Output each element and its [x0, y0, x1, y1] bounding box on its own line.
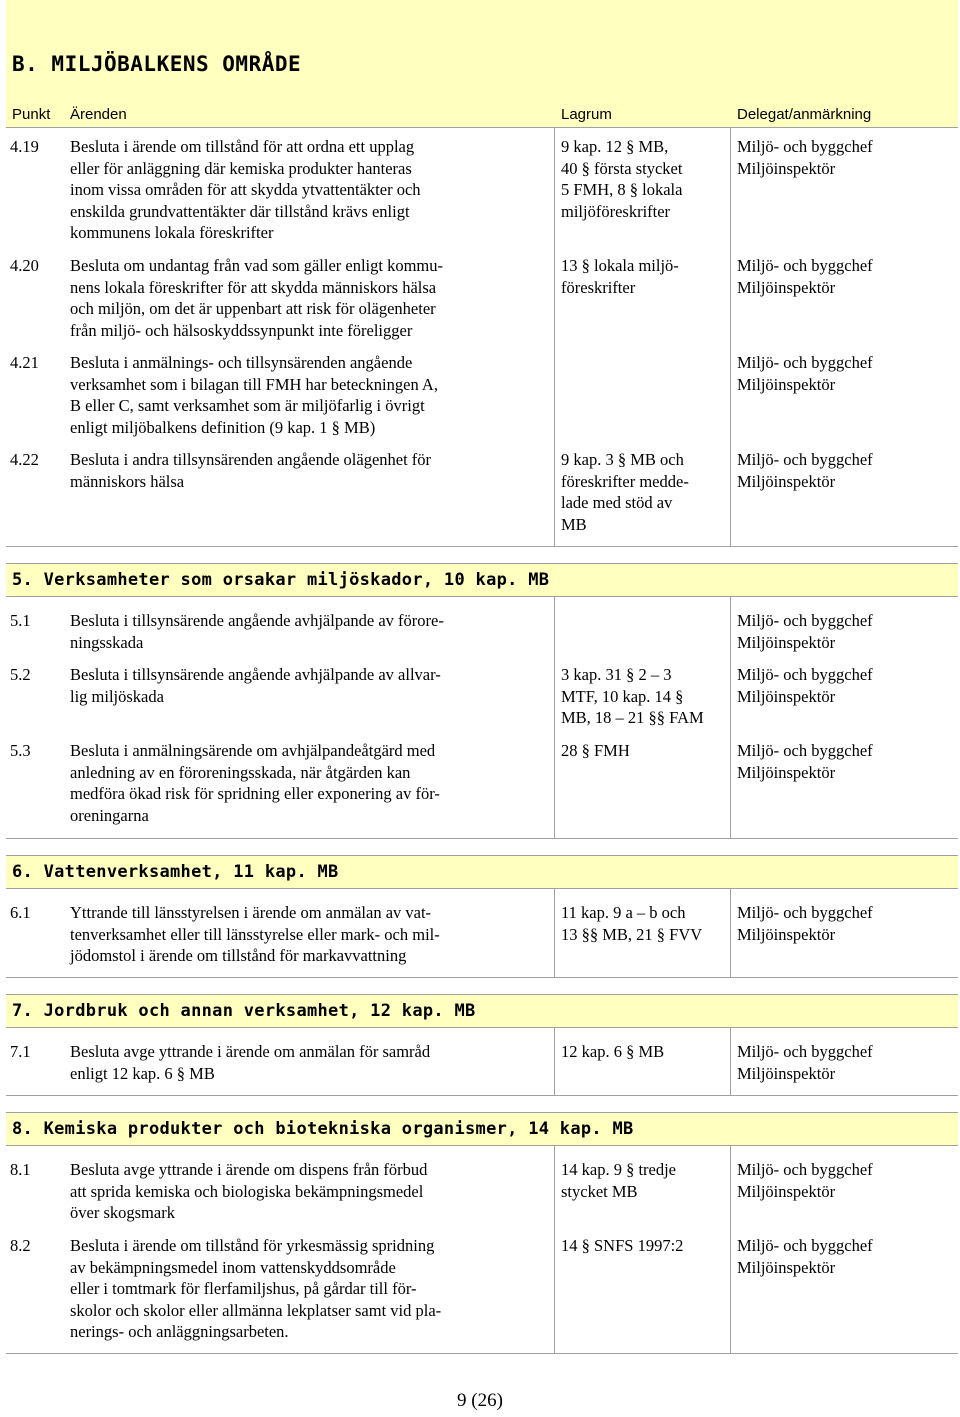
row-punkt: 5.3: [10, 741, 31, 760]
row-lagrum: 9 kap. 3 § MB och föreskrifter medde- lade med stöd av MB: [561, 450, 689, 534]
row-punkt: 4.20: [10, 256, 39, 275]
row-punkt: 8.1: [10, 1160, 31, 1179]
row-arende: Besluta avge yttrande i ärende om dispens från förbud att sprida kemiska och biologiska bekämpningsmedel över skogsmark: [70, 1160, 428, 1222]
row-lagrum: 12 kap. 6 § MB: [561, 1042, 665, 1061]
row-delegat: Miljö- och byggchef Miljöinspektör: [737, 353, 873, 394]
row-delegat: Miljö- och byggchef Miljöinspektör: [737, 1236, 873, 1277]
row-arende: Besluta i anmälningsärende om avhjälpandeåtgärd med anledning av en föroreningsskada, när åtgärden kan medföra ökad risk för spridning eller exponering av för- oreningarna: [70, 741, 440, 825]
row-delegat: Miljö- och byggchef Miljöinspektör: [737, 741, 873, 782]
header-band: [6, 0, 958, 128]
column-header-delegat: Delegat/anmärkning: [737, 106, 872, 123]
row-lagrum: 11 kap. 9 a – b och 13 §§ MB, 21 § FVV: [561, 903, 703, 944]
column-header-lagrum: Lagrum: [561, 106, 612, 123]
row-arende: Besluta i anmälnings- och tillsynsärenden angående verksamhet som i bilagan till FMH har beteckningen A, B eller C, samt verksamhet som är miljöfarlig i övrigt enligt miljöbalkens definition (9 kap. 1 § MB): [70, 353, 438, 437]
row-lagrum: 3 kap. 31 § 2 – 3 MTF, 10 kap. 14 § MB, 18 – 21 §§ FAM: [561, 665, 704, 727]
section-7-header: [6, 994, 958, 1028]
row-arende: Besluta i ärende om tillstånd för yrkesmässig spridning av bekämpningsmedel inom vattenskyddsområde eller i tomtmark för flerfamiljshus, på gårdar till för- skolor och skolor eller allmänna lekplatser samt vid pla- nerings- och anläggningsarbeten.: [70, 1236, 442, 1341]
row-delegat: Miljö- och byggchef Miljöinspektör: [737, 1160, 873, 1201]
column-header-punkt: Punkt: [12, 106, 51, 123]
page-number: 9 (26): [457, 1390, 503, 1411]
section-4-table: [6, 128, 958, 547]
page-title: B. MILJÖBALKENS OMRÅDE: [12, 52, 302, 76]
row-lagrum: 9 kap. 12 § MB, 40 § första stycket 5 FMH, 8 § lokala miljöföreskrifter: [561, 137, 683, 221]
section-title: 6. Vattenverksamhet, 11 kap. MB: [12, 862, 339, 882]
row-delegat: Miljö- och byggchef Miljöinspektör: [737, 665, 873, 706]
section-title: 7. Jordbruk och annan verksamhet, 12 kap. MB: [12, 1001, 476, 1021]
section-title: 8. Kemiska produkter och biotekniska organismer, 14 kap. MB: [12, 1119, 634, 1139]
row-punkt: 4.22: [10, 450, 39, 469]
row-punkt: 4.19: [10, 137, 39, 156]
row-delegat: Miljö- och byggchef Miljöinspektör: [737, 611, 873, 652]
row-lagrum: 14 kap. 9 § tredje stycket MB: [561, 1160, 677, 1201]
row-delegat: Miljö- och byggchef Miljöinspektör: [737, 137, 873, 178]
row-arende: Besluta avge yttrande i ärende om anmälan för samråd enligt 12 kap. 6 § MB: [70, 1042, 431, 1083]
section-8-table: [6, 1146, 958, 1354]
section-5-table: [6, 597, 958, 839]
row-punkt: 5.1: [10, 611, 31, 630]
row-delegat: Miljö- och byggchef Miljöinspektör: [737, 903, 873, 944]
row-arende: Besluta i tillsynsärende angående avhjälpande av förore- ningsskada: [70, 611, 444, 652]
row-lagrum: 14 § SNFS 1997:2: [561, 1236, 684, 1255]
section-title: 5. Verksamheter som orsakar miljöskador, 10 kap. MB: [12, 570, 550, 590]
row-punkt: 7.1: [10, 1042, 31, 1061]
row-lagrum: 28 § FMH: [561, 741, 630, 760]
row-arende: Besluta om undantag från vad som gäller enligt kommu- nens lokala föreskrifter för att skydda människors hälsa och miljön, om det är uppenbart att risk för olägenheter från miljö- och hälsoskyddssynpunkt inte föreligger: [70, 256, 443, 340]
row-arende: Yttrande till länsstyrelsen i ärende om anmälan av vat- tenverksamhet eller till länsstyrelse eller mark- och mil- jödomstol i ärende om tillstånd för markavvattning: [70, 903, 440, 965]
column-header-arenden: Ärenden: [70, 106, 127, 123]
row-punkt: 5.2: [10, 665, 31, 684]
row-delegat: Miljö- och byggchef Miljöinspektör: [737, 450, 873, 491]
row-lagrum: 13 § lokala miljö- föreskrifter: [561, 256, 679, 297]
section-6-header: [6, 855, 958, 889]
row-arende: Besluta i ärende om tillstånd för att ordna ett upplag eller för anläggning där kemiska produkter hanteras inom vissa områden för att skydda ytvattentäkter och enskilda grundvattentäkter där tillstånd krävs enligt kommunens lokala föreskrifter: [70, 137, 421, 242]
row-punkt: 6.1: [10, 903, 31, 922]
row-arende: Besluta i andra tillsynsärenden angående olägenhet för människors hälsa: [70, 450, 432, 491]
section-6-table: [6, 889, 958, 978]
row-delegat: Miljö- och byggchef Miljöinspektör: [737, 1042, 873, 1083]
section-8-header: [6, 1112, 958, 1146]
row-delegat: Miljö- och byggchef Miljöinspektör: [737, 256, 873, 297]
section-7-table: [6, 1028, 958, 1096]
row-arende: Besluta i tillsynsärende angående avhjälpande av allvar- lig miljöskada: [70, 665, 441, 706]
row-punkt: 8.2: [10, 1236, 31, 1255]
row-punkt: 4.21: [10, 353, 39, 372]
section-5-header: [6, 563, 958, 597]
